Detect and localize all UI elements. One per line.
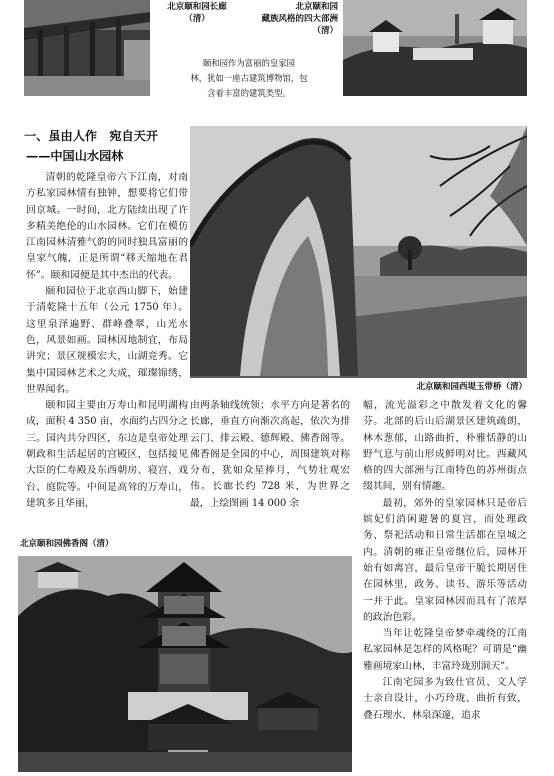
jade-belt-bridge-photo [190, 126, 527, 378]
long-corridor-caption [154, 1, 240, 25]
column-2-text [190, 398, 350, 530]
foxiang-pavilion-photo [18, 556, 352, 772]
intro-line: 林，犹如一座古建筑博物馆，包 [190, 73, 308, 83]
column-1-text [26, 170, 188, 538]
section-title-sub: ——中国山水园林 [26, 149, 124, 163]
section-title-main: 一、虽由人作 宛自天开 [24, 129, 159, 143]
paragraph: 最初，郊外的皇家园林只是帝后嫔妃们消闲避暑的夏宫，而处理政务、祭祀活动和日常生活都在皇城之内。清朝的雍正皇帝继位后，园林开始有如离宫，最后皇帝干脆长期居住在园林里，政务、读书、游乐等活动一并于此。皇家园林因而具有了浓厚的政治色彩。 [363, 497, 527, 623]
caption-line: （清） [312, 26, 338, 36]
paragraph: 颐和园主要由万寿山和昆明湖构成，面积 4 350 亩，水面约占四分之三。园内共分四区，东边是皇帝处理朝政和生活起居的宫殿区，包括接见大臣的仁寿殿及东西朝房、寝宫、戏台、庭院等。中间是高耸的万寿山，建筑多且华丽， [26, 400, 188, 509]
intro-line: 颐和园作为富丽的皇家园 [202, 58, 296, 68]
long-corridor-photo [24, 0, 150, 96]
paragraph: 当年让乾隆皇帝梦牵魂绕的江南私家园林是怎样的风格呢？可谓是“幽雅画境家山林，丰富玲珑别洞天”。 [363, 628, 527, 672]
intro-text [156, 56, 342, 101]
four-continents-photo [343, 0, 527, 96]
paragraph: 江南宅园多为致仕官员、文人学士亲自设计，小巧玲珑、曲折有致，叠石理水、林泉深邃，追求 [363, 677, 527, 721]
caption-line: （清） [184, 14, 210, 24]
foxiang-pavilion-caption: 北京颐和园佛香阁（清） [20, 539, 114, 549]
section-title [24, 126, 158, 166]
four-continents-caption [242, 1, 338, 37]
paragraph: 由两条轴线统领；水平方向是著名的长廊，垂直方向渐次高起，依次为排云门、排云殿、德辉殿、佛香阁等。佛香阁是全园的中心，周围建筑对称分布，犹如众星捧月，气势壮观宏伟。长廊长约 728 米，为世界之最，上绘图画 14 000 余 [190, 400, 350, 509]
column-3-text [363, 398, 527, 772]
jade-belt-bridge-caption: 北京颐和园西堤玉带桥（清） [416, 382, 527, 392]
paragraph: 清朝的乾隆皇帝六下江南，对南方私家园林情有独钟，想要将它们带回京城。一时间，北方陆续出现了许多精美绝伦的山水园林。它们在模仿江南园林清雅气韵的同时独具富丽的皇家气魄，正是所谓“移天缩地在君怀”。颐和园便是其中杰出的代表。 [26, 172, 188, 281]
paragraph: 幅，流光溢彩之中散发着文化的馨芬。北部的后山后湖景区建筑疏朗，林木葱郁，山路曲折，朴雅恬静的山野气息与前山形成鲜明对比。西藏风格的四大部洲与江南特色的苏州街点缀其间，别有情趣。 [363, 400, 527, 493]
caption-line: 藏族风格的四大部洲 [261, 14, 338, 24]
paragraph: 颐和园位于北京西山脚下，始建于清乾隆十五年（公元 1750 年）。这里泉泽遍野、群峰叠翠，山光水色，风景如画。园林因地制宜，布局讲究；景区规模宏大，山湖竞秀。它集中国园林艺术之大成，璀璨锦绣，世界闻名。 [26, 286, 188, 395]
intro-line: 含着丰富的建筑类型。 [207, 88, 291, 98]
caption-line: 北京颐和园长廊 [167, 2, 227, 12]
caption-line: 北京颐和园 [295, 2, 338, 12]
